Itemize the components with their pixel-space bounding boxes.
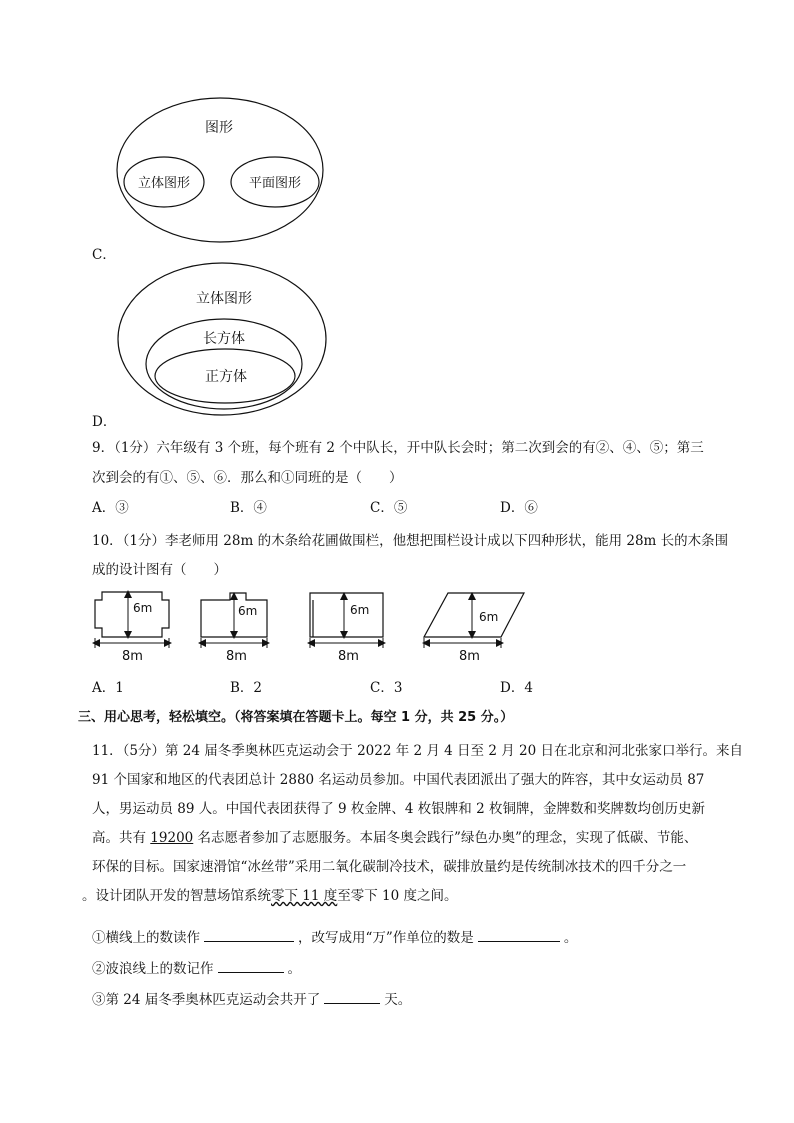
q11-line6-post: 至零下 10 度之间。 [337,888,458,904]
label-solid-figures: 立体图形 [137,176,191,191]
q9-line1: 9．（1分）六年级有 3 个班，每个班有 2 个中队长，开中队长会时；第二次到会的有②、④、⑤；第三 [92,440,704,456]
label-cube: 正方体 [205,369,247,385]
q9-option-c: C．⑤ [370,500,408,516]
label-cuboid: 长方体 [203,331,245,347]
label-plane-figures: 平面图形 [248,176,302,191]
q11-line3: 人，男运动员 89 人。中国代表团获得了 9 枚金牌、4 枚银牌和 2 枚铜牌，金牌数和奖牌数均创历史新 [92,801,705,817]
q11-line4 [92,826,697,846]
option-c-label: C． [92,247,116,263]
q11-line6 [82,884,458,904]
q10-line2: 成的设计图有（ ） [92,562,227,578]
wavy-underlined-temp: 零下 11 度 [271,888,338,904]
q11-sub1 [92,926,577,946]
q11-line4-post: 名志愿者参加了志愿服务。本届冬奥会践行”绿色办奥”的理念，实现了低碳、节能、 [193,830,698,846]
q11-sub3 [92,988,411,1008]
section3-title: 三、用心思考，轻松填空。（将答案填在答题卡上。每空 1 分，共 25 分。） [78,710,514,725]
q9-option-a: A．③ [92,500,129,516]
sub1-text-b: ，改写成用“万”作单位的数是 [298,930,474,946]
shape-a-width: 8m [122,649,143,664]
shape-d-width: 8m [459,649,480,664]
q11-line5: 环保的目标。国家速滑馆“冰丝带”采用二氧化碳制冷技术，碳排放量约是传统制冰技术的四千分之一 [92,859,687,875]
q10-option-a: A．1 [92,680,124,696]
label-figures: 图形 [205,120,233,136]
q11-line2: 91 个国家和地区的代表团总计 2880 名运动员参加。中国代表团派出了强大的阵容，其中女运动员 87 [92,772,705,788]
q9-line2: 次到会的有①、⑤、⑥．那么和①同班的是（ ） [92,470,403,486]
underlined-number: 19200 [150,830,194,846]
shape-b-width: 8m [226,649,247,664]
q9-option-b: B．④ [230,500,267,516]
sub3-text-b: 天。 [384,992,412,1008]
answer-blank-write[interactable] [218,958,284,973]
q11-sub2 [92,957,301,977]
q10-option-d: D．4 [500,680,533,696]
sub3-text-a: ③第 24 届冬季奥林匹克运动会共开了 [92,992,321,1008]
sub1-text-a: ①横线上的数读作 [92,930,200,946]
label-solid-figures-d: 立体图形 [196,291,252,307]
answer-blank-read[interactable] [204,927,294,942]
shape-b-stepped [201,593,267,664]
q10-line1: 10．（1分）李老师用 28m 的木条给花圃做围栏，他想把围栏设计成以下四种形状，能用 28m 长的木条围 [92,533,729,549]
shape-d-height: 6m [479,610,499,624]
shape-d-parallelogram [424,593,524,664]
q11-line4-pre: 高。共有 [92,830,151,846]
shape-c-width: 8m [338,649,359,664]
q10-option-c: C．3 [370,680,403,696]
option-d-label: D． [92,414,117,430]
shape-c-notched [310,593,383,664]
shape-a-height: 6m [133,601,153,615]
q11-line1: 11．（5分）第 24 届冬季奥林匹克运动会于 2022 年 2 月 4 日至 2 月 20 日在北京和河北张家口举行。来自 [92,743,743,759]
shape-c-height: 6m [350,603,370,617]
answer-blank-wan[interactable] [478,927,560,942]
sub2-text-b: 。 [287,961,301,977]
sub1-text-c: 。 [563,930,578,946]
q10-option-b: B．2 [230,680,263,696]
answer-blank-days[interactable] [324,989,380,1004]
shape-a-cross [95,592,169,664]
shape-b-height: 6m [238,604,258,618]
sub2-text-a: ②波浪线上的数记作 [92,961,214,977]
q9-option-d: D．⑥ [500,500,538,516]
q11-line6-pre: 。设计团队开发的智慧场馆系统 [82,888,271,904]
